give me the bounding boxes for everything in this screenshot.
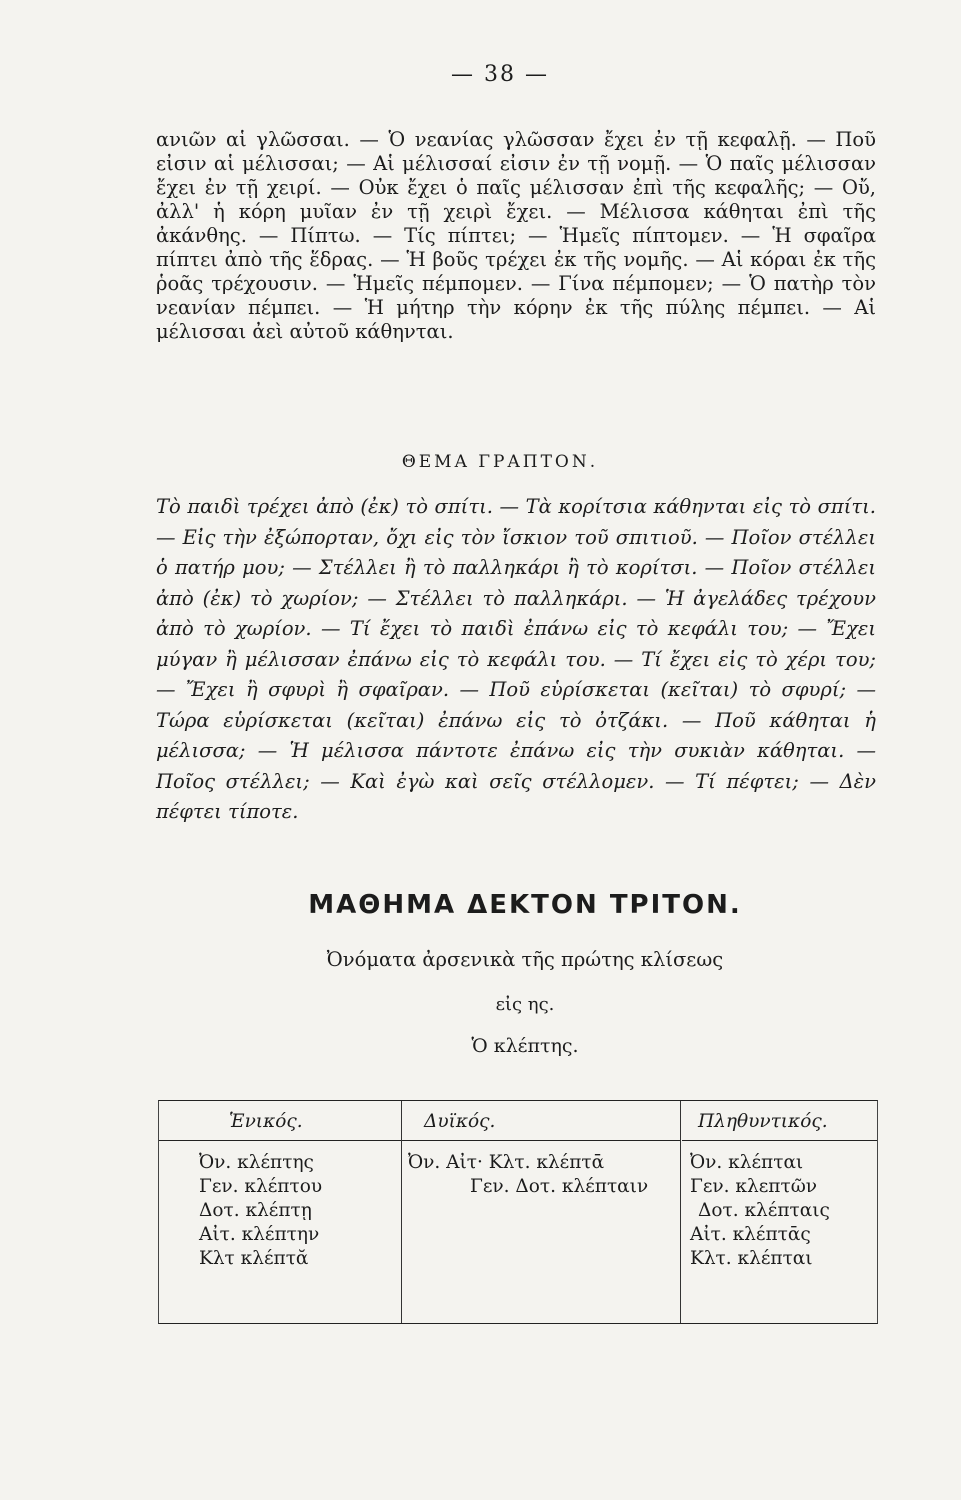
reading-exercise-text: ανιῶν αἱ γλῶσσαι. — Ὁ νεανίας γλῶσσαν ἔχει ἐν τῇ κεφαλῇ. — Ποῦ εἰσιν αἱ μέλισσαι; — Αἱ μέλισσαί εἰσιν ἐν τῇ νομῇ. — Ὁ παῖς μέλισσαν ἔχει ἐν τῇ χειρί. — Οὐκ ἔχει ὁ παῖς μέλισσαν ἐπὶ τῆς κεφαλῆς; — Οὔ, ἀλλ' ἡ κόρη μυῖαν ἐν τῇ χειρὶ ἔχει. — Μέλισσα κάθηται ἐπὶ τῆς ἀκάνθης. — Πίπτω. — Τίς πίπτει; — Ἡμεῖς πίπτομεν. — Ἡ σφαῖρα πίπτει ἀπὸ τῆς ἕδρας. — Ἡ βοῦς τρέχει ἐκ τῆς νομῆς. — Αἱ κόραι ἐκ τῆς ῥοᾶς τρέχουσιν. — Ἡμεῖς πέμπομεν. — Γίνα πέμπομεν; — Ὁ πατὴρ τὸν νεανίαν πέμπει. — Ἡ μήτηρ τὴν κόρην ἐκ τῆς πύλης πέμπει. — Αἱ μέλισσαι ἀεὶ αὐτοῦ κάθηνται. xyxy=(156,128,876,343)
plural-genitive: Γεν. κλεπτῶν xyxy=(690,1176,818,1197)
singular-nominative: Ὀν. κλέπτης xyxy=(199,1152,314,1173)
singular-dative: Δοτ. κλέπτῃ xyxy=(199,1200,312,1221)
page-number: — 38 — xyxy=(451,62,549,87)
singular-accusative: Αἰτ. κλέπτην xyxy=(199,1224,320,1245)
written-exercise-text: Τὸ παιδὶ τρέχει ἀπὸ (ἐκ) τὸ σπίτι. — Τὰ κορίτσια κάθηνται εἰς τὸ σπίτι. — Εἰς τὴν ἐξώπορταν, ὄχι εἰς τὸν ἴσκιον τοῦ σπιτιοῦ. — Ποῖον στέλλει ὁ πατήρ μου; — Στέλλει ἢ τὸ παλληκάρι ἢ τὸ κορίτσι. — Ποῖον στέλλει ἀπὸ (ἐκ) τὸ χωρίον; — Στέλλει τὸ παλληκάρι. — Ἡ ἀγελάδες τρέχουν ἀπὸ τὸ χωρίον. — Τί ἔχει τὸ παιδὶ ἐπάνω εἰς τὸ κεφάλι του; — Ἔχει μύγαν ἢ μέλισσαν ἐπάνω εἰς τὸ κεφάλι του. — Τί ἔχει εἰς τὸ χέρι του; — Ἔχει ἢ σφυρὶ ἢ σφαῖραν. — Ποῦ εὑρίσκεται (κεῖται) τὸ σφυρί; — Τώρα εὑρίσκεται (κεῖται) ἐπάνω εἰς τὸ ὀτζάκι. — Ποῦ κάθηται ἡ μέλισσα; — Ἡ μέλισσα πάντοτε ἐπάνω εἰς τὴν συκιὰν κάθηται. — Ποῖος στέλλει; — Καὶ ἐγὼ καὶ σεῖς στέλλομεν. — Τί πέφτει; — Δὲν πέφτει τίποτε. xyxy=(156,495,876,823)
plural-vocative: Κλτ. κλέπται xyxy=(690,1248,813,1269)
singular-vocative: Κλτ κλέπτᾰ xyxy=(199,1248,309,1269)
lesson-title: ΜΑΘΗΜΑ ΔΕΚΤΟΝ ΤΡΙΤΟΝ. xyxy=(308,890,742,920)
plural-header: Πληθυντικός. xyxy=(682,1101,877,1141)
dual-nom-acc-voc: Ὀν. Αἰτ· Κλτ. κλέπτᾱ xyxy=(408,1152,605,1173)
singular-genitive: Γεν. κλέπτου xyxy=(199,1176,323,1197)
example-noun: Ὁ κλέπτης. xyxy=(471,1035,579,1057)
dual-header: Δυϊκός. xyxy=(402,1101,680,1141)
declension-table xyxy=(158,1100,878,1324)
dual-column xyxy=(402,1101,681,1323)
plural-dative: Δοτ. κλέπταις xyxy=(698,1200,830,1221)
plural-accusative: Αἰτ. κλέπτᾱς xyxy=(690,1224,811,1245)
written-exercise xyxy=(156,492,876,828)
reading-exercise xyxy=(156,128,876,344)
singular-header: Ἑνικός. xyxy=(159,1101,401,1141)
plural-nominative: Ὀν. κλέπται xyxy=(690,1152,804,1173)
lesson-subtitle: Ὀνόματα ἀρσενικὰ τῆς πρώτης κλίσεως xyxy=(326,948,724,971)
plural-column xyxy=(682,1101,877,1323)
dual-gen-dat: Γεν. Δοτ. κλέπταιν xyxy=(470,1176,649,1197)
noun-ending: εἰς ης. xyxy=(495,994,555,1015)
singular-column xyxy=(159,1101,402,1323)
written-exercise-heading: ΘΕΜΑ ΓΡΑΠΤΟΝ. xyxy=(401,452,599,472)
